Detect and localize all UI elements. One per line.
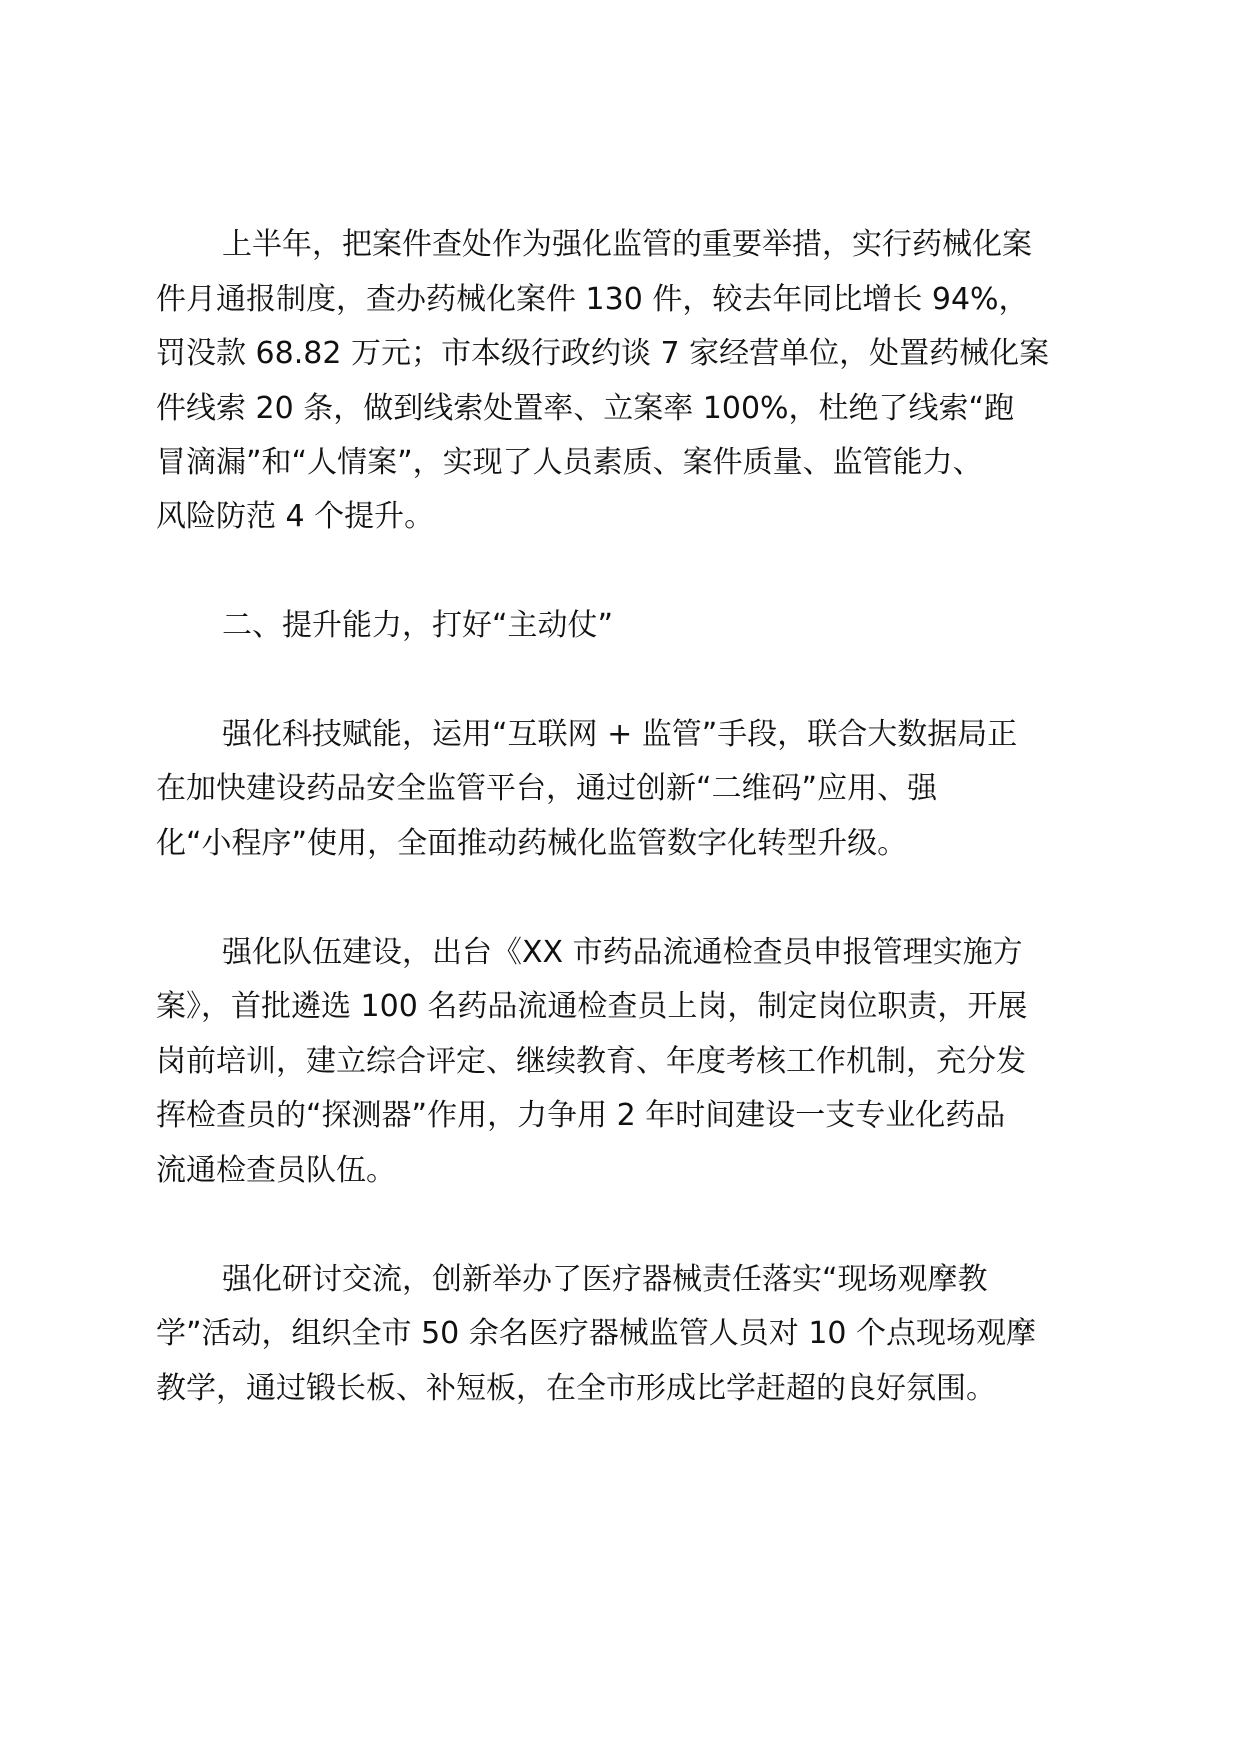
- paragraph-line: 案》，首批遴选 100 名药品流通检查员上岗，制定岗位职责，开展: [156, 989, 1028, 1024]
- paragraph-line: 风险防范 4 个提升。: [156, 499, 435, 534]
- paragraph-line: 教学，通过锻长板、补短板，在全市形成比学赶超的良好氛围。: [156, 1371, 996, 1406]
- paragraph-line: 挥检查员的“探测器”作用，力争用 2 年时间建设一支专业化药品: [156, 1098, 1006, 1133]
- paragraph-line: 强化研讨交流，创新举办了医疗器械责任落实“现场观摩教: [222, 1262, 988, 1297]
- paragraph-line: 在加快建设药品安全监管平台，通过创新“二维码”应用、强: [156, 771, 938, 806]
- paragraph-line: 强化队伍建设，出台《XX 市药品流通检查员申报管理实施方: [222, 935, 1023, 970]
- paragraph-line: 化“小程序”使用，全面推动药械化监管数字化转型升级。: [156, 826, 908, 861]
- paragraph-line: 件线索 20 条，做到线索处置率、立案率 100%，杜绝了线索“跑: [156, 391, 1015, 426]
- paragraph-line: 学”活动，组织全市 50 余名医疗器械监管人员对 10 个点现场观摩: [156, 1316, 1037, 1351]
- section-heading-text: 二、提升能力，打好“主动仗”: [222, 608, 614, 643]
- paragraph-line: 件月通报制度，查办药械化案件 130 件，较去年同比增长 94%，: [156, 282, 1029, 317]
- paragraph-line: 冒滴漏”和“人情案”，实现了人员素质、案件质量、监管能力、: [156, 445, 983, 480]
- paragraph-line: 上半年，把案件查处作为强化监管的重要举措，实行药械化案: [222, 227, 1032, 262]
- paragraph-line: 强化科技赋能，运用“互联网 + 监管”手段，联合大数据局正: [222, 717, 1018, 752]
- paragraph-line: 岗前培训，建立综合评定、继续教育、年度考核工作机制，充分发: [156, 1044, 1026, 1079]
- paragraph-line: 流通检查员队伍。: [156, 1153, 396, 1188]
- paragraph-line: 罚没款 68.82 万元；市本级行政约谈 7 家经营单位，处置药械化案: [156, 336, 1050, 371]
